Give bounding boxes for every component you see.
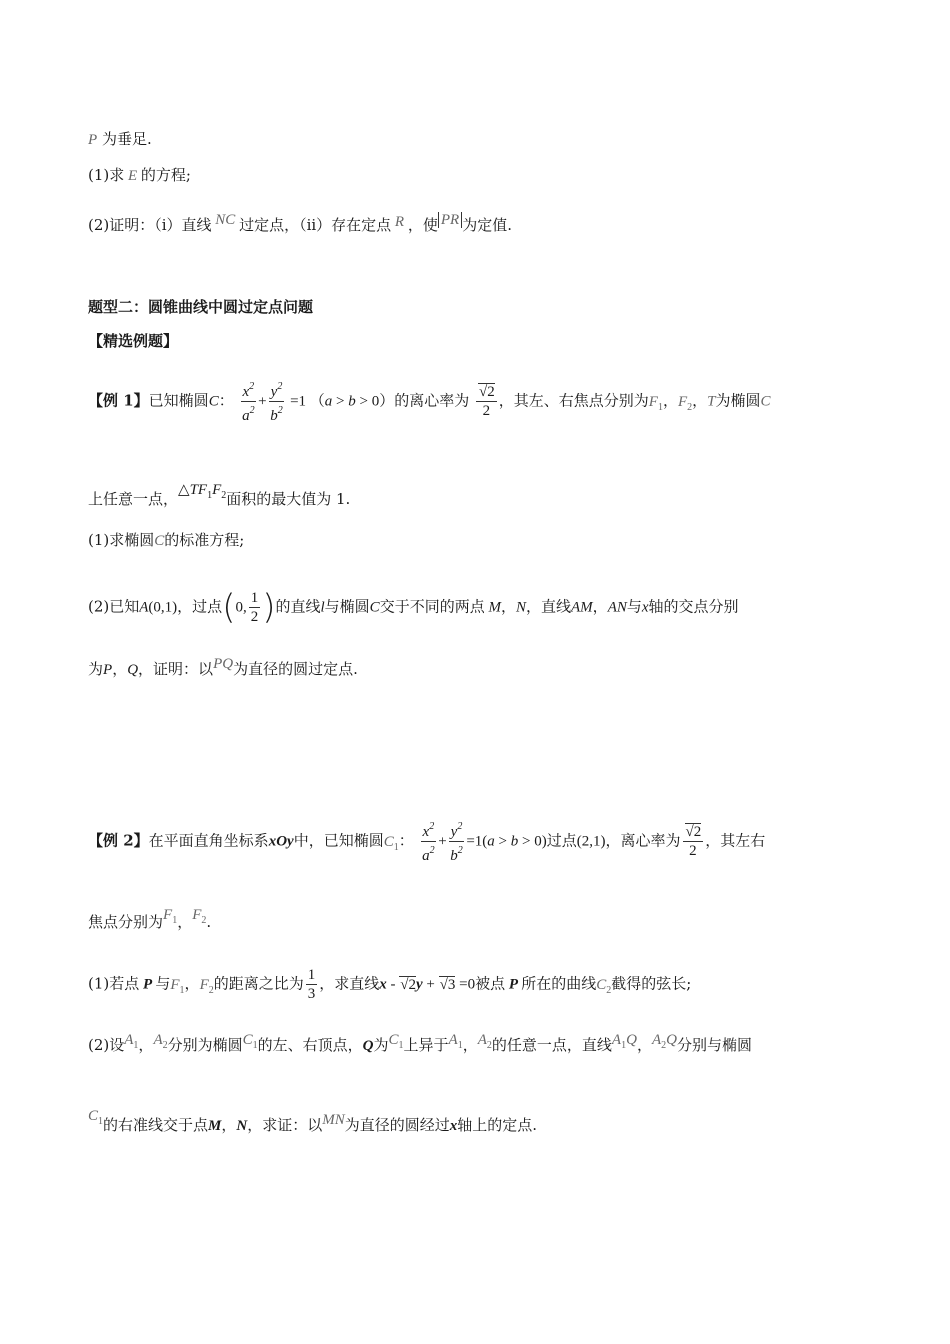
p1-line1: P 为垂足. [88,130,152,148]
ex2-q3: $C_1$的右准线交于点M，N，求证：以MN为直径的圆经过x轴上的定点. [88,1108,538,1134]
section-subtitle: 【精选例题】 [88,332,179,350]
ex1-q3: 为P，Q，证明：以PQ为直径的圆过定点. [88,656,358,678]
ex2-q2: (2)设$A_1$，$A_2$分别为椭圆$C_1$的左、右顶点，Q为$C_1$上异于$A_1$，$A_2$的任意一点，直线$A_1Q$，$A_2Q$分别与椭圆 [88,1032,752,1054]
ex2-line1: 【例 2】在平面直角坐标系xOy中，已知椭圆$C_1$： $\frac{x^2}{a^2}$ + $\frac{y^2}{b^2}$ =1(a > b > 0)过点(2,1)，离心率为 $\frac{√2}{2}$ ，其左右 [88,818,765,865]
ex1-line1: 【例 1】已知椭圆C： $\frac{x^2}{a^2}$ + $\frac{y^2}{b^2}$ =1 （a > b > 0）的离心率为 $\frac{√2}{2}$ ，其左、右焦点分别为$F_1$，$F_2$，T为椭圆C [88,378,771,425]
ex1-q1: (1)求椭圆C的标准方程; [88,531,245,549]
ex2-q1: (1)若点 P 与$F_1$，$F_2$的距离之比为 $\frac{1}{3}$ ，求直线x - √2y + √3 =0被点 P 所在的曲线$C_2$截得的弦长; [88,967,692,1002]
p1-line3: (2)证明：（i）直线 NC 过定点，（ii）存在定点 R ，使 PR 为定值. [88,212,512,234]
ex1-line2: 上任意一点，$\triangle TF_1F_2$面积的最大值为 1. [88,482,351,508]
p1-line2: (1)求 E 的方程; [88,166,191,184]
section-title: 题型二：圆锥曲线中圆过定点问题 [88,298,314,316]
ex1-q2: (2)已知A(0,1)，过点(0, $\frac{1}{2}$ )的直线l与椭圆C交于不同的两点 M，N，直线AM，AN与x轴的交点分别 [88,587,739,628]
ex2-line2: 焦点分别为$F_1$，$F_2$. [88,907,212,931]
